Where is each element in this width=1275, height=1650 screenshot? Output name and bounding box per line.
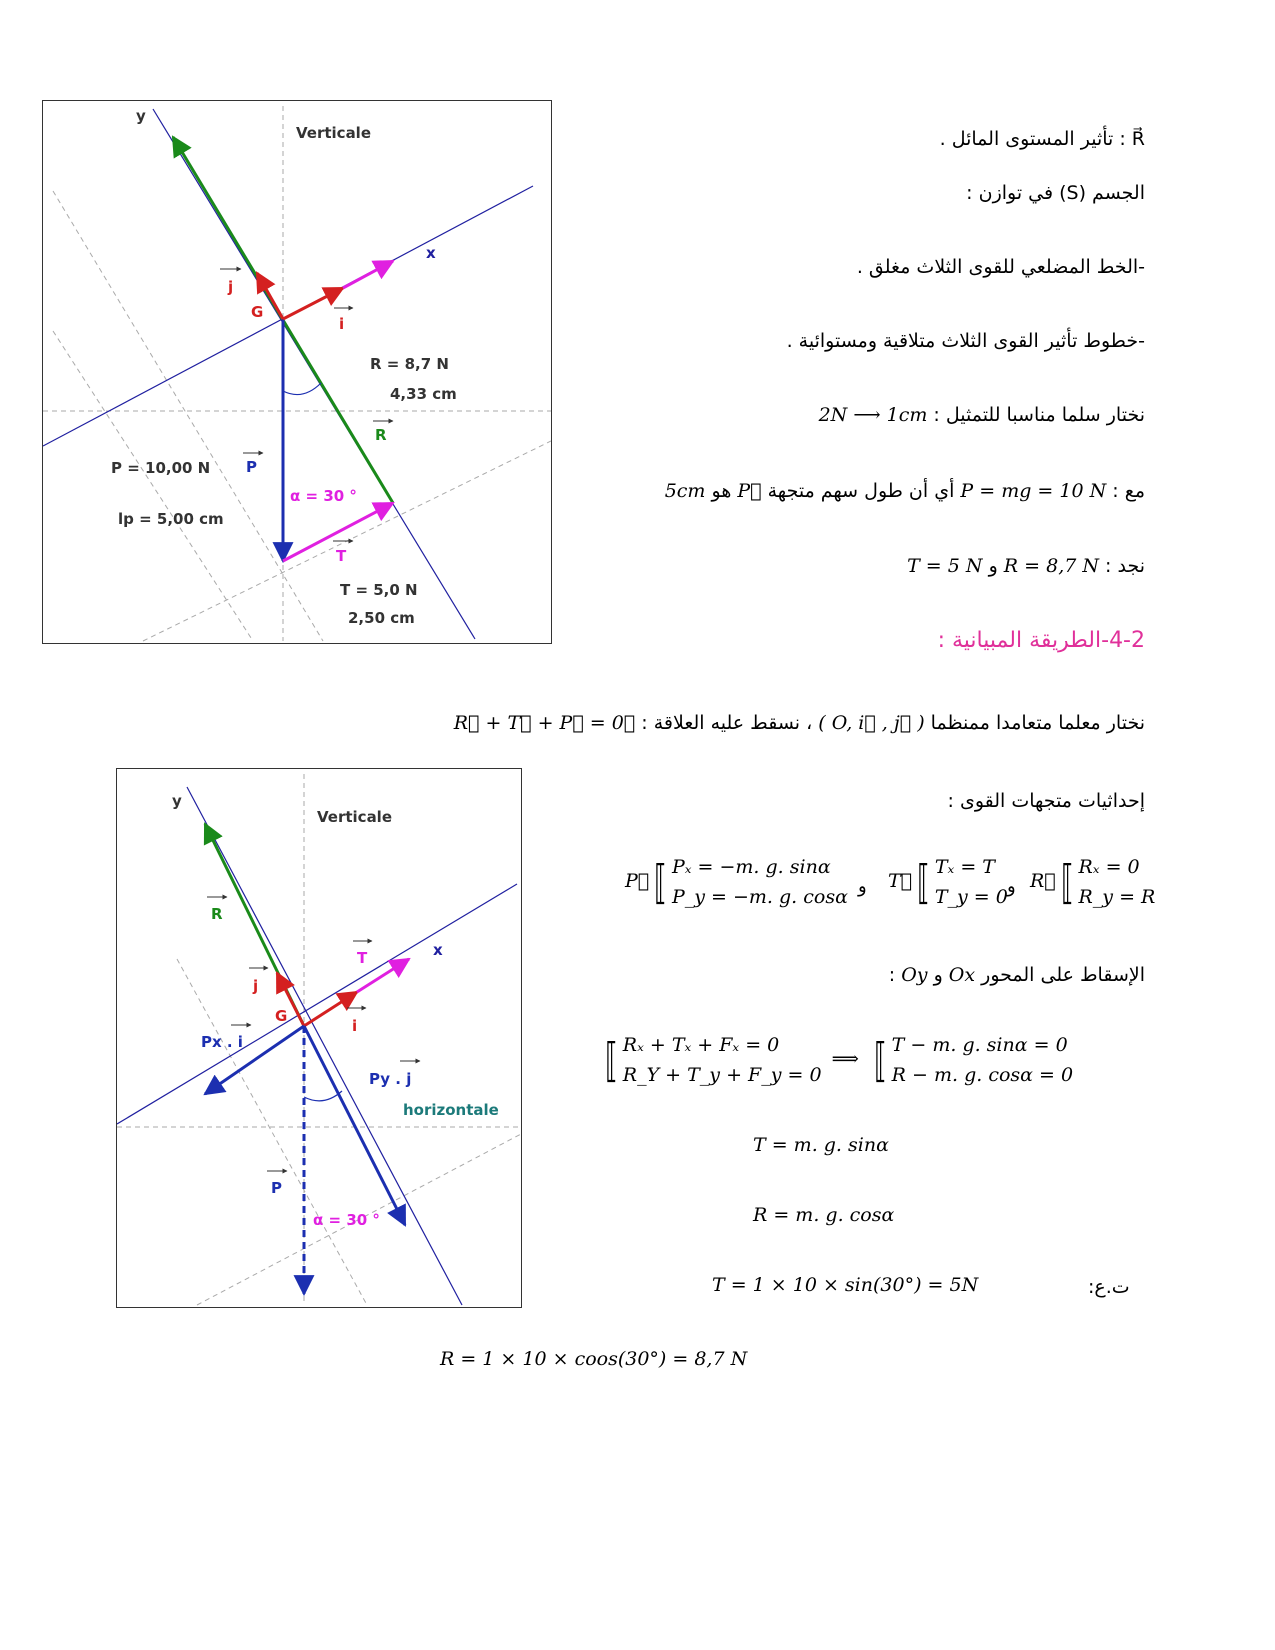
component-T: T⃗ ⟦ Tₓ = T T_y = 0 [888,855,1008,909]
label-P-2: P [271,1179,282,1197]
label-x-2: x [433,941,443,959]
vector-i-2 [304,992,357,1026]
label-R: R [375,426,387,444]
text-line-scale: نختار سلما مناسبا للتمثيل : 2N ⟶ 1cm [818,404,1145,426]
label-R-length: 4,33 cm [390,385,457,403]
vector-Pyj [304,1026,405,1225]
label-y-2: y [172,792,182,810]
text-line-weight: مع : P = mg = 10 N أي أن طول سهم متجهة P⃗ هو 5cm [664,480,1145,502]
section-heading: 4-2-الطريقة المبيانية : [937,628,1145,653]
label-T: T [336,547,347,565]
text-line-closed-polygon: -الخط المضلعي للقوى الثلاث مغلق . [856,256,1145,278]
text-line-frame: نختار معلما متعامدا ممنظما ( O, i⃗ , j⃗ ) ، نسقط عليه العلاقة : R⃗ + T⃗ + P⃗ = 0⃗ [453,712,1145,734]
label-Pyj: Py . j [369,1070,412,1088]
label-verticale-2: Verticale [317,808,392,826]
equation-T: T = m. g. sinα [753,1134,889,1156]
numeric-label: ت.ع: [1088,1276,1130,1298]
label-alpha: α = 30 ° [290,487,357,505]
figure-2-svg [117,769,521,1307]
label-G: G [251,303,264,321]
label-x: x [426,244,436,262]
figure-1 [42,100,552,644]
and-2: و [1007,876,1016,897]
and-1: و [858,876,867,897]
label-P-value: P = 10,00 N [111,459,211,477]
label-R-value: R = 8,7 N [370,355,449,373]
x-axis-2 [117,884,517,1124]
figure-1-svg [43,101,551,643]
text-line-coordinates: إحداثيات متجهات القوى : [947,790,1145,812]
numeric-T: T = 1 × 10 × sin(30°) = 5N [712,1274,979,1296]
label-T-length: 2,50 cm [348,609,415,627]
text-line-projection: الإسقاط على المحور Ox و Oy : [888,964,1145,986]
numeric-R: R = 1 × 10 × coos(30°) = 8,7 N [440,1348,748,1370]
label-i: i [339,315,345,333]
label-P-length: lp = 5,00 cm [118,510,224,528]
label-i-2: i [352,1017,358,1035]
label-Pxi: Px . i [201,1033,243,1051]
guide-lines [43,106,551,641]
vector-x-tip [343,261,393,288]
text-line-equilibrium: الجسم (S) في توازن : [966,182,1145,204]
label-y: y [136,107,146,125]
label-T-value: T = 5,0 N [340,581,418,599]
label-horizontale: horizontale [403,1101,499,1119]
text-line-concurrent: -خطوط تأثير القوى الثلاث متلاقية ومستوائية . [786,330,1145,352]
label-j: j [228,278,234,296]
label-j-2: j [253,977,259,995]
system-equations: ⟦ Rₓ + Tₓ + Fₓ = 0 R_Y + T_y + F_y = 0 ⟹ ⟦ T − m. g. sinα = 0 R − m. g. cosα = 0 [605,1033,1074,1087]
component-R: R⃗ ⟦ Rₓ = 0 R_y = R [1030,855,1156,909]
vector-i [283,288,343,319]
label-verticale: Verticale [296,124,371,142]
equation-R: R = m. g. cosα [753,1204,895,1226]
label-G-2: G [275,1007,288,1025]
figure-2 [116,768,522,1308]
alpha-arc [283,383,321,395]
label-T-2: T [357,949,368,967]
label-alpha-2: α = 30 ° [313,1211,380,1229]
label-R-2: R [211,905,223,923]
text-line-R-action: R⃗ : تأثير المستوى المائل . [939,128,1145,150]
component-P: P⃗ ⟦ Pₓ = −m. g. sinα P_y = −m. g. cosα [625,855,848,909]
text-line-result: نجد : R = 8,7 N و T = 5 N [907,555,1145,577]
label-P: P [246,458,257,476]
